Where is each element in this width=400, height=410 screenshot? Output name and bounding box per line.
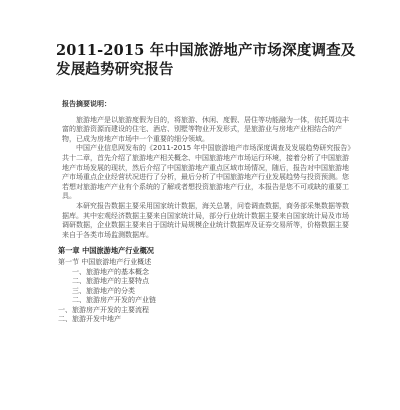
chapter-heading: 第一章 中国旅游地产行业概况 [58,246,154,256]
report-body [58,100,352,325]
intro-paragraph: 本研究报告数据主要采用国家统计数据，海关总署，问卷调查数据，商务部采集数据等数据库。其中宏观经济数据主要来自国家统计局，部分行业统计数据主要来自国家统计局及市场调研数据，企业数据主要来自于国统计局规模企业统计数据库及证券交易所等，价格数据主要来自于各类市场监测数据库。 [62,201,349,239]
toc-item: 二、旅游地产的主要特点 [72,277,149,286]
report-title: 2011-2015 年中国旅游地产市场深度调查及发展趋势研究报告 [56,42,356,78]
intro-paragraph: 旅游地产是以旅游度假为目的，将旅游、休闲、度假、居住等功能融为一体，依托周边丰富的旅游资源而建设的住宅、酒店、别墅等物业开发形式，是旅游业与房地产业相结合的产物，已成为房地产市场中一个重要的细分领域。 [62,115,349,143]
summary-label: 报告摘要说明： [62,100,111,108]
table-of-contents [58,258,352,325]
toc-item: 第一节 中国旅游地产行业概述 [58,257,152,266]
toc-item: 二、旅游开发中地产 [58,315,121,324]
intro-paragraph: 中国产业信息网发布的《2011-2015 年中国旅游地产市场深度调查及发展趋势研究报告》共十二章，首先介绍了旅游地产相关概念、中国旅游地产市场运行环境，接着分析了中国旅游地产市场发展的现状，然后介绍了中国旅游地产重点区域市场情况，随后，报告对中国旅游地产市场重点企业经营状况进行了分析，最后分析了中国旅游地产行业发展趋势与投资预测。您若想对旅游地产产业有个系统的了解或者想投资旅游地产行业，本报告是您不可或缺的重要工具。 [62,144,351,201]
toc-item: 二、旅游房产开发的产业链 [72,296,156,305]
toc-item: 一、旅游房产开发的主要流程 [58,305,149,314]
toc-item: 三、旅游地产的分类 [72,286,135,295]
toc-item: 一、旅游地产的基本概念 [72,267,149,276]
